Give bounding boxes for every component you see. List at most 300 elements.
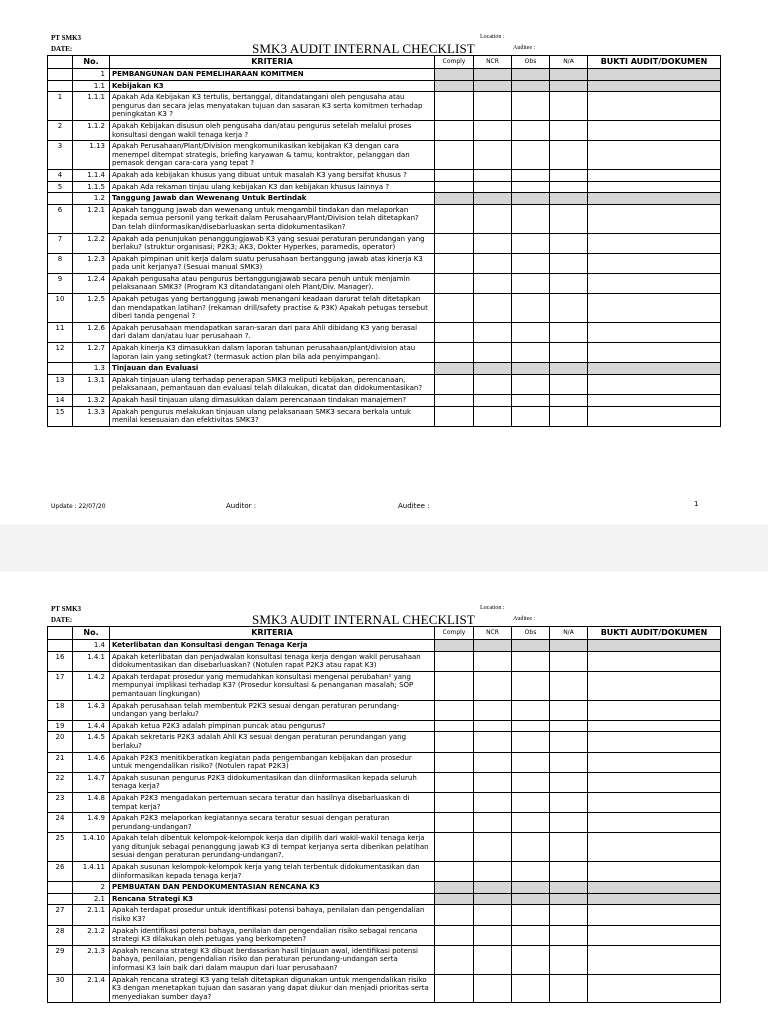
evidence-cell[interactable] [588, 363, 721, 375]
comply-cell[interactable] [435, 141, 474, 170]
comply-cell[interactable] [435, 640, 474, 652]
na-cell[interactable] [550, 395, 588, 407]
header-bukti: BUKTI AUDIT/DOKUMEN [588, 627, 721, 640]
section-row [48, 363, 721, 375]
row-criteria: Apakah petugas yang bertanggung jawab menangani keadaan darurat telah ditetapkan dan mendapatkan latihan? (rekaman drill/safety practise & P3K) Apakah petugas tersebut diberi tanda pengenal ? [110, 294, 435, 323]
obs-cell[interactable] [512, 253, 550, 273]
na-cell[interactable] [550, 193, 588, 205]
ncr-cell[interactable] [474, 651, 512, 671]
evidence-cell[interactable] [588, 752, 721, 772]
obs-cell[interactable] [512, 69, 550, 81]
evidence-cell[interactable] [588, 974, 721, 1003]
section-row [48, 882, 721, 894]
ncr-cell[interactable] [474, 395, 512, 407]
ncr-cell[interactable] [474, 141, 512, 170]
table-row [48, 651, 721, 671]
row-number: 1.2.6 [73, 322, 110, 342]
row-index [48, 363, 73, 375]
evidence-cell[interactable] [588, 792, 721, 812]
row-index: 24 [48, 813, 73, 833]
comply-cell[interactable] [435, 80, 474, 92]
comply-cell[interactable] [435, 120, 474, 140]
comply-cell[interactable] [435, 406, 474, 426]
obs-cell[interactable] [512, 204, 550, 233]
comply-cell[interactable] [435, 732, 474, 752]
evidence-cell[interactable] [588, 253, 721, 273]
row-index: 13 [48, 374, 73, 394]
obs-cell[interactable] [512, 945, 550, 974]
row-number: 1.4.1 [73, 651, 110, 671]
na-cell[interactable] [550, 273, 588, 293]
comply-cell[interactable] [435, 882, 474, 894]
row-index: 2 [48, 120, 73, 140]
comply-cell[interactable] [435, 772, 474, 792]
row-criteria: Apakah P2K3 menitikberatkan kegiatan pada pengembangan kebijakan dan prosedur untuk mengendalikan risiko? (Notulen rapat P2K3) [110, 752, 435, 772]
evidence-cell[interactable] [588, 882, 721, 894]
obs-cell[interactable] [512, 772, 550, 792]
ncr-cell[interactable] [474, 322, 512, 342]
evidence-cell[interactable] [588, 893, 721, 905]
obs-cell[interactable] [512, 141, 550, 170]
na-cell[interactable] [550, 406, 588, 426]
obs-cell[interactable] [512, 732, 550, 752]
row-criteria: Apakah tinjauan ulang terhadap penerapan SMK3 meliputi kebijakan, perencanaan, pelaksanaan, pemantauan dan evaluasi telah dilakukan, dicatat dan didokumentasikan? [110, 374, 435, 394]
row-criteria: Apakah telah dibentuk kelompok-kelompok kerja dan dipilih dari wakil-wakil tenaga kerja yang ditunjuk sebagai penanggung jawab K3 di tempat kerjanya serta diberikan pelatihan sesuai dengan peraturan perundang-undangan?. [110, 833, 435, 862]
row-number: 1.1.4 [73, 169, 110, 181]
row-number: 2.1.1 [73, 905, 110, 925]
evidence-cell[interactable] [588, 294, 721, 323]
ncr-cell[interactable] [474, 833, 512, 862]
table-row [48, 945, 721, 974]
evidence-cell[interactable] [588, 406, 721, 426]
ncr-cell[interactable] [474, 974, 512, 1003]
ncr-cell[interactable] [474, 862, 512, 882]
row-criteria: Apakah Kebijakan disusun oleh pengusaha dan/atau pengurus setelah melalui proses konsultasi dengan wakil tenaga kerja ? [110, 120, 435, 140]
section-row [48, 893, 721, 905]
comply-cell[interactable] [435, 169, 474, 181]
na-cell[interactable] [550, 700, 588, 720]
row-number: 1.4.10 [73, 833, 110, 862]
comply-cell[interactable] [435, 720, 474, 732]
checklist-table [47, 55, 721, 427]
obs-cell[interactable] [512, 363, 550, 375]
comply-cell[interactable] [435, 905, 474, 925]
table-row [48, 374, 721, 394]
ncr-cell[interactable] [474, 640, 512, 652]
na-cell[interactable] [550, 720, 588, 732]
row-index: 16 [48, 651, 73, 671]
comply-cell[interactable] [435, 752, 474, 772]
na-cell[interactable] [550, 882, 588, 894]
evidence-cell[interactable] [588, 233, 721, 253]
row-number: 1.3.1 [73, 374, 110, 394]
row-index: 18 [48, 700, 73, 720]
ncr-cell[interactable] [474, 406, 512, 426]
header-blank [48, 627, 73, 640]
row-criteria: Apakah terdapat prosedur untuk identifikasi potensi bahaya, penilaian dan pengendalian risiko K3? [110, 905, 435, 925]
row-number: 1.4.6 [73, 752, 110, 772]
comply-cell[interactable] [435, 253, 474, 273]
na-cell[interactable] [550, 640, 588, 652]
row-index: 29 [48, 945, 73, 974]
obs-cell[interactable] [512, 233, 550, 253]
row-index: 12 [48, 343, 73, 363]
row-criteria: Apakah tanggung jawab dan wewenang untuk mengambil tindakan dan melaporkan kepada semua personil yang terkait dalam Perusahaan/Plant/Division telah ditetapkan? Dan telah diinformasikan/disebarluaskan serta didokumentasikan? [110, 204, 435, 233]
evidence-cell[interactable] [588, 720, 721, 732]
comply-cell[interactable] [435, 925, 474, 945]
obs-cell[interactable] [512, 169, 550, 181]
page-number: 1 [694, 500, 699, 508]
table-row [48, 862, 721, 882]
row-index: 21 [48, 752, 73, 772]
comply-cell[interactable] [435, 974, 474, 1003]
evidence-cell[interactable] [588, 945, 721, 974]
comply-cell[interactable] [435, 862, 474, 882]
row-index [48, 69, 73, 81]
obs-cell[interactable] [512, 406, 550, 426]
comply-cell[interactable] [435, 395, 474, 407]
comply-cell[interactable] [435, 792, 474, 812]
comply-cell[interactable] [435, 233, 474, 253]
na-cell[interactable] [550, 69, 588, 81]
row-number: 1.4.9 [73, 813, 110, 833]
obs-cell[interactable] [512, 395, 550, 407]
row-number: 1.4.3 [73, 700, 110, 720]
row-number: 1.4 [73, 640, 110, 652]
row-index: 25 [48, 833, 73, 862]
na-cell[interactable] [550, 374, 588, 394]
table-row [48, 752, 721, 772]
row-index [48, 193, 73, 205]
ncr-cell[interactable] [474, 80, 512, 92]
comply-cell[interactable] [435, 671, 474, 700]
na-cell[interactable] [550, 651, 588, 671]
comply-cell[interactable] [435, 294, 474, 323]
comply-cell[interactable] [435, 322, 474, 342]
location-label: Location : [480, 605, 505, 611]
row-number: 1.2.1 [73, 204, 110, 233]
ncr-cell[interactable] [474, 69, 512, 81]
evidence-cell[interactable] [588, 273, 721, 293]
evidence-cell[interactable] [588, 651, 721, 671]
comply-cell[interactable] [435, 945, 474, 974]
table-header-row [48, 627, 721, 640]
na-cell[interactable] [550, 80, 588, 92]
evidence-cell[interactable] [588, 204, 721, 233]
ncr-cell[interactable] [474, 253, 512, 273]
na-cell[interactable] [550, 813, 588, 833]
ncr-cell[interactable] [474, 204, 512, 233]
table-row [48, 700, 721, 720]
comply-cell[interactable] [435, 813, 474, 833]
obs-cell[interactable] [512, 882, 550, 894]
obs-cell[interactable] [512, 294, 550, 323]
obs-cell[interactable] [512, 720, 550, 732]
ncr-cell[interactable] [474, 343, 512, 363]
header-comply: Comply [435, 56, 474, 69]
evidence-cell[interactable] [588, 169, 721, 181]
ncr-cell[interactable] [474, 169, 512, 181]
row-number: 1.4.7 [73, 772, 110, 792]
table-row [48, 732, 721, 752]
row-number: 1.3 [73, 363, 110, 375]
comply-cell[interactable] [435, 651, 474, 671]
evidence-cell[interactable] [588, 141, 721, 170]
row-number: 1.4.8 [73, 792, 110, 812]
checklist-page-2 [0, 571, 768, 1024]
row-criteria: Apakah ada kebijakan khusus yang dibuat untuk masalah K3 yang bersifat khusus ? [110, 169, 435, 181]
obs-cell[interactable] [512, 893, 550, 905]
obs-cell[interactable] [512, 813, 550, 833]
evidence-cell[interactable] [588, 862, 721, 882]
na-cell[interactable] [550, 294, 588, 323]
na-cell[interactable] [550, 772, 588, 792]
table-row [48, 343, 721, 363]
section-row [48, 80, 721, 92]
row-index: 11 [48, 322, 73, 342]
comply-cell[interactable] [435, 363, 474, 375]
obs-cell[interactable] [512, 273, 550, 293]
evidence-cell[interactable] [588, 700, 721, 720]
row-index: 1 [48, 92, 73, 121]
na-cell[interactable] [550, 862, 588, 882]
ncr-cell[interactable] [474, 905, 512, 925]
ncr-cell[interactable] [474, 92, 512, 121]
auditee-label: Auditee : [513, 616, 536, 622]
na-cell[interactable] [550, 925, 588, 945]
table-row [48, 772, 721, 792]
row-number: 2 [73, 882, 110, 894]
obs-cell[interactable] [512, 833, 550, 862]
evidence-cell[interactable] [588, 193, 721, 205]
ncr-cell[interactable] [474, 772, 512, 792]
na-cell[interactable] [550, 343, 588, 363]
evidence-cell[interactable] [588, 92, 721, 121]
checklist-table [47, 626, 721, 1003]
row-index: 7 [48, 233, 73, 253]
ncr-cell[interactable] [474, 374, 512, 394]
row-index: 3 [48, 141, 73, 170]
evidence-cell[interactable] [588, 69, 721, 81]
row-number: 2.1.4 [73, 974, 110, 1003]
evidence-cell[interactable] [588, 925, 721, 945]
row-number: 1.2.3 [73, 253, 110, 273]
evidence-cell[interactable] [588, 181, 721, 193]
date-label: DATE: [51, 45, 73, 53]
obs-cell[interactable] [512, 640, 550, 652]
obs-cell[interactable] [512, 181, 550, 193]
ncr-cell[interactable] [474, 671, 512, 700]
na-cell[interactable] [550, 905, 588, 925]
evidence-cell[interactable] [588, 905, 721, 925]
ncr-cell[interactable] [474, 752, 512, 772]
ncr-cell[interactable] [474, 893, 512, 905]
row-criteria: Apakah ketua P2K3 adalah pimpinan puncak atau pengurus? [110, 720, 435, 732]
table-row [48, 395, 721, 407]
na-cell[interactable] [550, 833, 588, 862]
ncr-cell[interactable] [474, 120, 512, 140]
na-cell[interactable] [550, 363, 588, 375]
table-row [48, 120, 721, 140]
page-title: SMK3 AUDIT INTERNAL CHECKLIST [252, 612, 475, 627]
obs-cell[interactable] [512, 974, 550, 1003]
row-index: 27 [48, 905, 73, 925]
row-number: 1.3.2 [73, 395, 110, 407]
row-number: 2.1.3 [73, 945, 110, 974]
row-criteria: Apakah terdapat prosedur yang memudahkan konsultasi mengenai perubahan² yang mempunyai implikasi terhadap K3? (Prosedur konsultasi & penanganan masalah; SOP pemantauan lingkungan) [110, 671, 435, 700]
evidence-cell[interactable] [588, 395, 721, 407]
evidence-cell[interactable] [588, 120, 721, 140]
na-cell[interactable] [550, 974, 588, 1003]
row-criteria: PEMBANGUNAN DAN PEMELIHARAAN KOMITMEN [110, 69, 435, 81]
table-row [48, 833, 721, 862]
table-row [48, 181, 721, 193]
table-row [48, 813, 721, 833]
evidence-cell[interactable] [588, 640, 721, 652]
evidence-cell[interactable] [588, 322, 721, 342]
obs-cell[interactable] [512, 862, 550, 882]
row-number: 1.13 [73, 141, 110, 170]
evidence-cell[interactable] [588, 80, 721, 92]
comply-cell[interactable] [435, 833, 474, 862]
row-criteria: Apakah rencana strategi K3 dibuat berdasarkan hasil tinjauan awal, identifikasi potensi bahaya, penilaian, pengendalian risiko dan peraturan perundang-undangan serta informasi K3 lain baik dari dalam maupun dari luar perusahaan? [110, 945, 435, 974]
comply-cell[interactable] [435, 893, 474, 905]
table-row [48, 792, 721, 812]
ncr-cell[interactable] [474, 363, 512, 375]
row-criteria: Apakah keterlibatan dan penjadwalan konsultasi tenaga kerja dengan wakil perusahaan didokumentasikan dan disebarluaskan? (Notulen rapat P2K3 atau rapat K3) [110, 651, 435, 671]
obs-cell[interactable] [512, 651, 550, 671]
row-number: 1 [73, 69, 110, 81]
ncr-cell[interactable] [474, 294, 512, 323]
company-name: PT SMK3 [51, 34, 82, 42]
row-number: 2.1 [73, 893, 110, 905]
evidence-cell[interactable] [588, 343, 721, 363]
comply-cell[interactable] [435, 181, 474, 193]
na-cell[interactable] [550, 181, 588, 193]
na-cell[interactable] [550, 893, 588, 905]
table-header-row [48, 56, 721, 69]
comply-cell[interactable] [435, 193, 474, 205]
row-number: 1.1.5 [73, 181, 110, 193]
comply-cell[interactable] [435, 92, 474, 121]
row-number: 1.1 [73, 80, 110, 92]
obs-cell[interactable] [512, 905, 550, 925]
section-row [48, 640, 721, 652]
na-cell[interactable] [550, 233, 588, 253]
na-cell[interactable] [550, 253, 588, 273]
na-cell[interactable] [550, 792, 588, 812]
ncr-cell[interactable] [474, 813, 512, 833]
obs-cell[interactable] [512, 925, 550, 945]
obs-cell[interactable] [512, 752, 550, 772]
update-date: Update : 22/07/20 [51, 503, 106, 510]
row-index: 6 [48, 204, 73, 233]
evidence-cell[interactable] [588, 833, 721, 862]
comply-cell[interactable] [435, 204, 474, 233]
na-cell[interactable] [550, 120, 588, 140]
obs-cell[interactable] [512, 322, 550, 342]
row-number: 1.3.3 [73, 406, 110, 426]
na-cell[interactable] [550, 322, 588, 342]
header-blank [48, 56, 73, 69]
obs-cell[interactable] [512, 80, 550, 92]
evidence-cell[interactable] [588, 813, 721, 833]
ncr-cell[interactable] [474, 925, 512, 945]
auditee-label: Auditee : [513, 45, 536, 51]
comply-cell[interactable] [435, 69, 474, 81]
na-cell[interactable] [550, 945, 588, 974]
row-index: 23 [48, 792, 73, 812]
table-row [48, 253, 721, 273]
na-cell[interactable] [550, 671, 588, 700]
obs-cell[interactable] [512, 343, 550, 363]
obs-cell[interactable] [512, 92, 550, 121]
ncr-cell[interactable] [474, 233, 512, 253]
obs-cell[interactable] [512, 374, 550, 394]
ncr-cell[interactable] [474, 792, 512, 812]
obs-cell[interactable] [512, 120, 550, 140]
ncr-cell[interactable] [474, 732, 512, 752]
row-criteria: Apakah P2K3 mengadakan pertemuan secara teratur dan hasilnya disebarluaskan di tempat kerja? [110, 792, 435, 812]
obs-cell[interactable] [512, 671, 550, 700]
ncr-cell[interactable] [474, 700, 512, 720]
evidence-cell[interactable] [588, 374, 721, 394]
na-cell[interactable] [550, 141, 588, 170]
row-number: 1.1.1 [73, 92, 110, 121]
obs-cell[interactable] [512, 700, 550, 720]
table-row [48, 141, 721, 170]
header-no: No. [73, 627, 110, 640]
comply-cell[interactable] [435, 374, 474, 394]
na-cell[interactable] [550, 169, 588, 181]
evidence-cell[interactable] [588, 732, 721, 752]
company-name: PT SMK3 [51, 605, 82, 613]
row-number: 1.1.2 [73, 120, 110, 140]
ncr-cell[interactable] [474, 945, 512, 974]
na-cell[interactable] [550, 752, 588, 772]
section-row [48, 69, 721, 81]
comply-cell[interactable] [435, 343, 474, 363]
ncr-cell[interactable] [474, 273, 512, 293]
na-cell[interactable] [550, 204, 588, 233]
ncr-cell[interactable] [474, 181, 512, 193]
row-number: 1.2.5 [73, 294, 110, 323]
na-cell[interactable] [550, 92, 588, 121]
obs-cell[interactable] [512, 792, 550, 812]
row-criteria: Apakah susunan kelompok-kelompok kerja yang telah terbentuk didokumentasikan dan diinformasikan kepada tenaga kerja? [110, 862, 435, 882]
table-row [48, 925, 721, 945]
evidence-cell[interactable] [588, 772, 721, 792]
comply-cell[interactable] [435, 700, 474, 720]
header-bukti: BUKTI AUDIT/DOKUMEN [588, 56, 721, 69]
auditor-signature-label: Auditor : [226, 502, 257, 510]
row-number: 2.1.2 [73, 925, 110, 945]
row-criteria: PEMBUATAN DAN PENDOKUMENTASIAN RENCANA K3 [110, 882, 435, 894]
obs-cell[interactable] [512, 193, 550, 205]
row-criteria: Apakah perusahaan mendapatkan saran-saran dari para Ahli dibidang K3 yang berasal dari dalam dan/atau luar perusahaan ?. [110, 322, 435, 342]
comply-cell[interactable] [435, 273, 474, 293]
row-criteria: Apakah identifikasi potensi bahaya, penilaian dan pengendalian risiko sebagai rencana strategi K3 dilakukan oleh petugas yang berkompeten? [110, 925, 435, 945]
row-index: 20 [48, 732, 73, 752]
ncr-cell[interactable] [474, 882, 512, 894]
row-index: 8 [48, 253, 73, 273]
na-cell[interactable] [550, 732, 588, 752]
ncr-cell[interactable] [474, 720, 512, 732]
header-na: N/A [550, 56, 588, 69]
evidence-cell[interactable] [588, 671, 721, 700]
ncr-cell[interactable] [474, 193, 512, 205]
location-label: Location : [480, 34, 505, 40]
